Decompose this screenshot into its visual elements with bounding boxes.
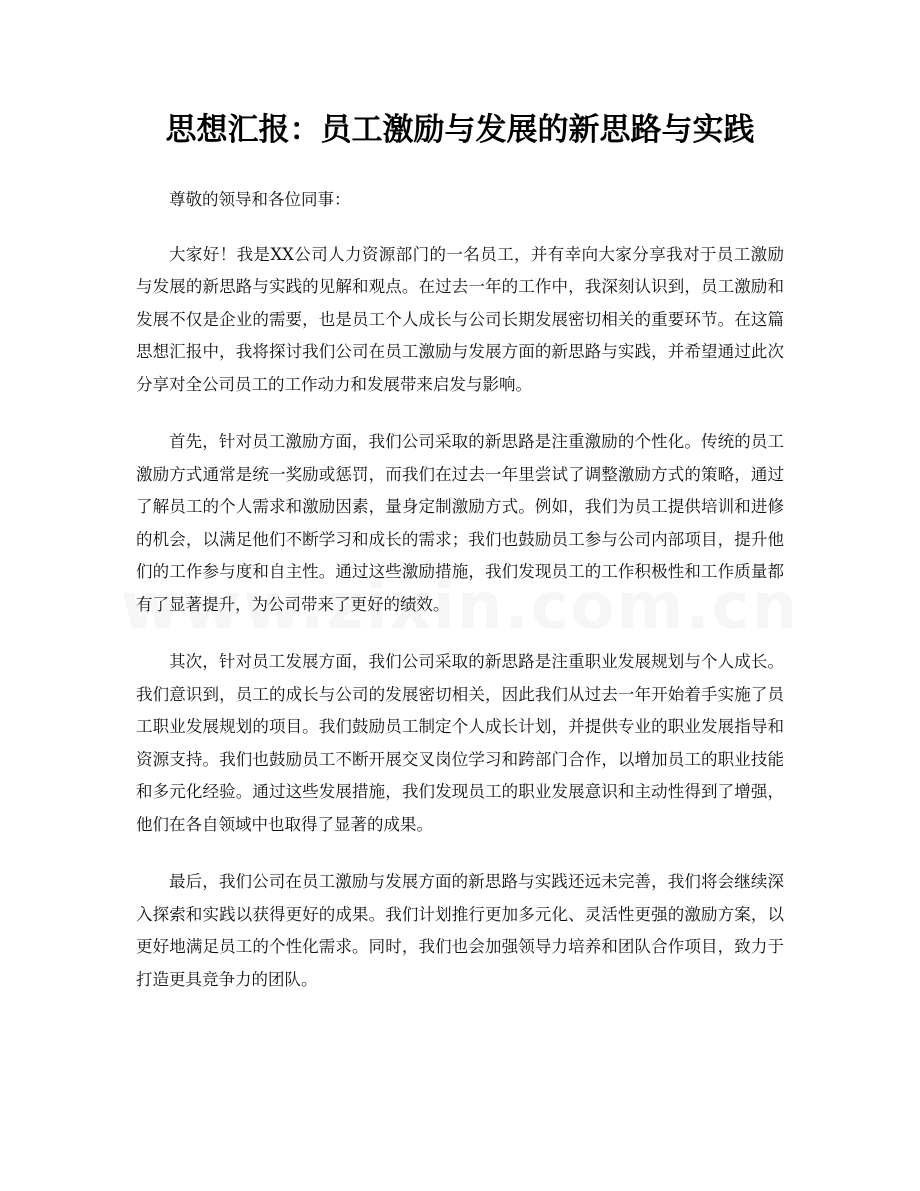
paragraph-conclusion: 最后，我们公司在员工激励与发展方面的新思路与实践还远未完善，我们将会继续深入探索和实践以获得更好的成果。我们计划推行更加多元化、灵活性更强的激励方案，以更好地满足员工的个性化需求。同时，我们也会加强领导力培养和团队合作项目，致力于打造更具竞争力的团队。	[136, 872, 784, 989]
document-body	[136, 184, 784, 1021]
paragraph-incentive: 首先，针对员工激励方面，我们公司采取的新思路是注重激励的个性化。传统的员工激励方式通常是统一奖励或惩罚，而我们在过去一年里尝试了调整激励方式的策略，通过了解员工的个人需求和激励因素，量身定制激励方式。例如，我们为员工提供培训和进修的机会，以满足他们不断学习和成长的需求；我们也鼓励员工参与公司内部项目，提升他们的工作参与度和自主性。通过这些激励措施，我们发现员工的工作积极性和工作质量都有了显著提升，为公司带来了更好的绩效。	[136, 432, 784, 614]
paragraph-development: 其次，针对员工发展方面，我们公司采取的新思路是注重职业发展规划与个人成长。我们意识到，员工的成长与公司的发展密切相关，因此我们从过去一年开始着手实施了员工职业发展规划的项目。我们鼓励员工制定个人成长计划，并提供专业的职业发展指导和资源支持。我们也鼓励员工不断开展交叉岗位学习和跨部门合作，以增加员工的职业技能和多元化经验。通过这些发展措施，我们发现员工的职业发展意识和主动性得到了增强，他们在各自领域中也取得了显著的成果。	[136, 652, 784, 834]
salutation: 尊敬的领导和各位同事：	[169, 190, 351, 209]
page-title: 思想汇报：员工激励与发展的新思路与实践	[165, 112, 755, 148]
paragraph-intro: 大家好！我是XX公司人力资源部门的一名员工，并有幸向大家分享我对于员工激励与发展的新思路与实践的见解和观点。在过去一年的工作中，我深刻认识到，员工激励和发展不仅是企业的需要，也是员工个人成长与公司长期发展密切相关的重要环节。在这篇思想汇报中，我将探讨我们公司在员工激励与发展方面的新思路与实践，并希望通过此次分享对全公司员工的工作动力和发展带来启发与影响。	[136, 244, 784, 394]
